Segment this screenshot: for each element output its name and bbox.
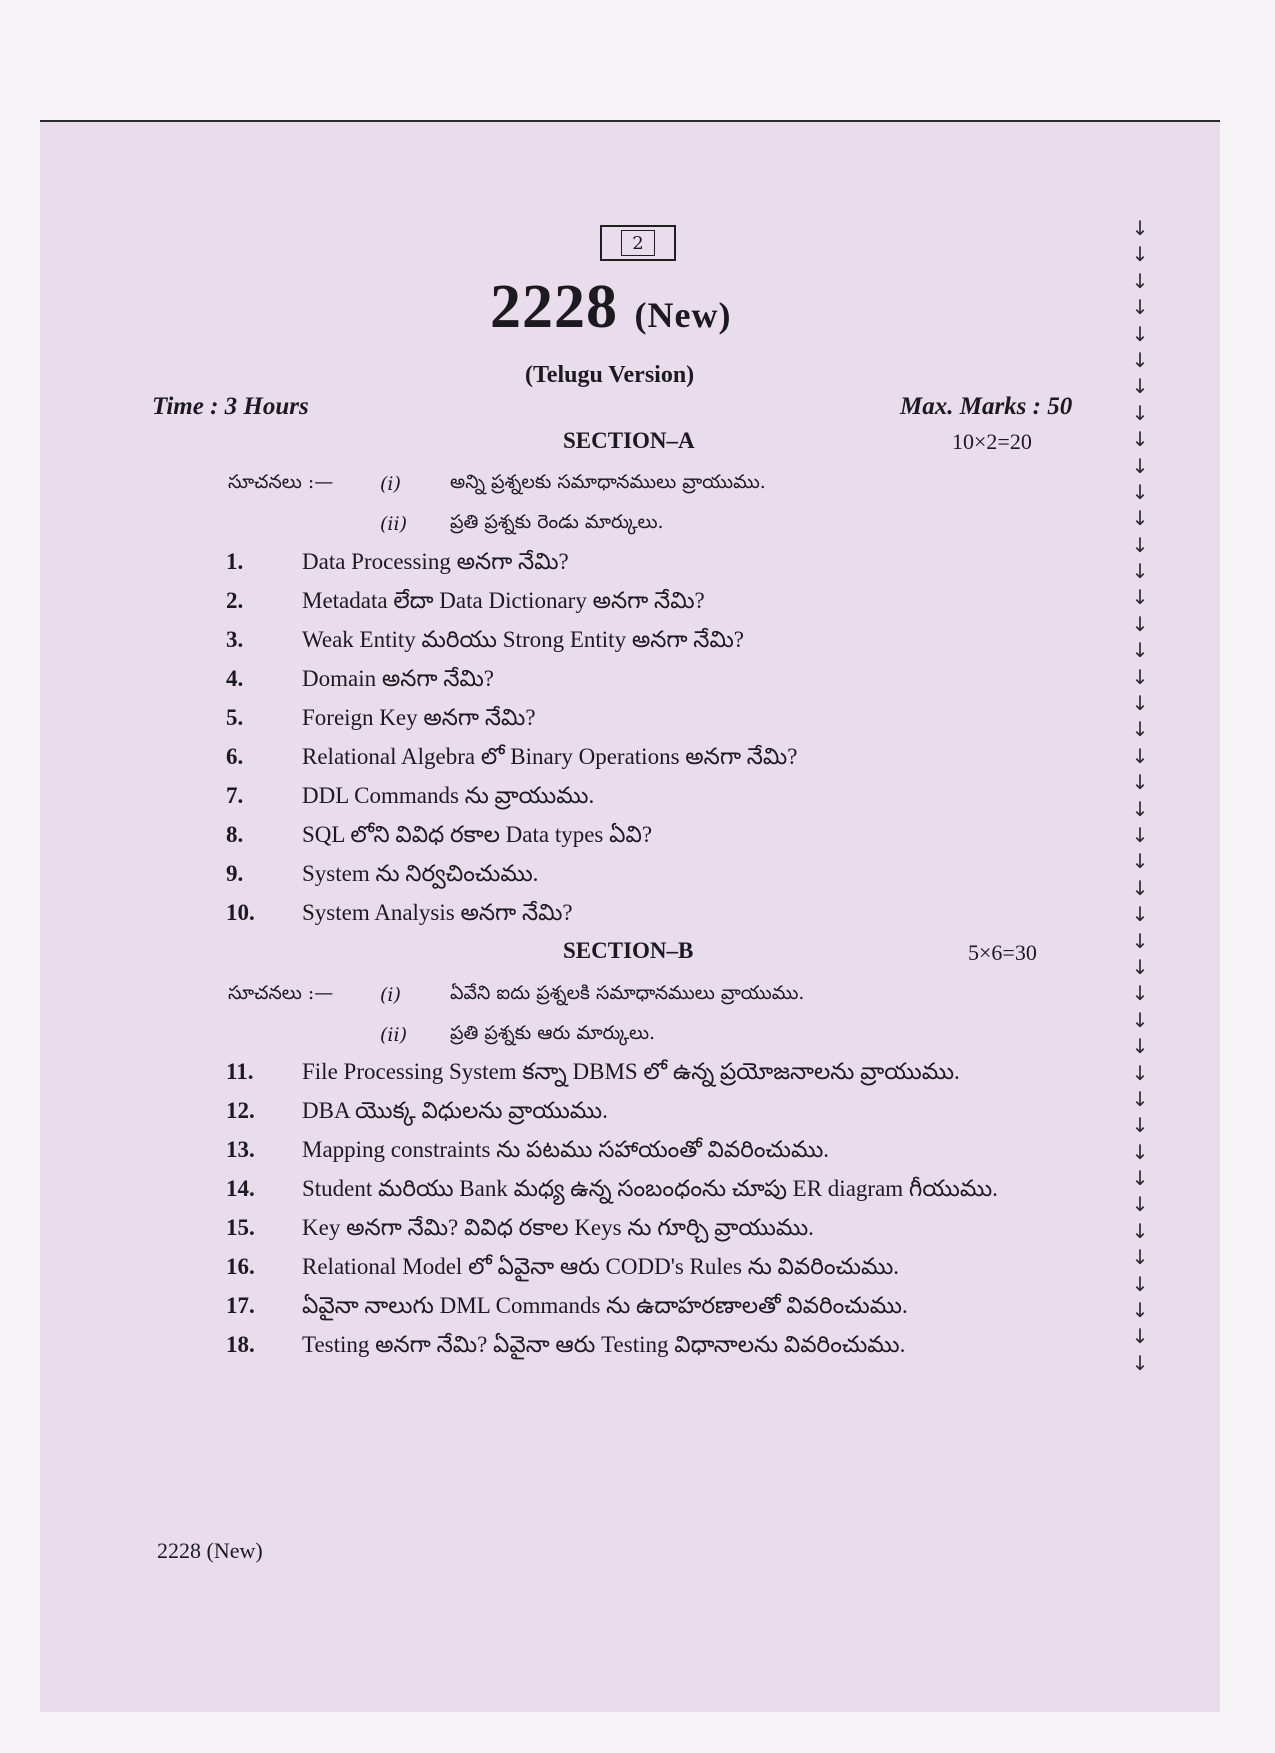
- instruction-row: [228, 504, 766, 544]
- down-arrow-icon: ↓: [1131, 1271, 1149, 1296]
- down-arrow-icon: ↓: [1131, 295, 1149, 320]
- down-arrow-icon: ↓: [1131, 1298, 1149, 1323]
- instruction-number: (ii): [380, 1024, 407, 1046]
- question-text: Domain అనగా నేమి?: [302, 666, 495, 691]
- down-arrow-icon: ↓: [1131, 532, 1149, 557]
- question-number: 15.: [226, 1215, 255, 1240]
- down-arrow-icon: ↓: [1131, 1113, 1149, 1138]
- instruction-row: [228, 464, 766, 504]
- question-number: 16.: [226, 1254, 255, 1279]
- max-marks: Max. Marks : 50: [900, 393, 1073, 420]
- instruction-row: [228, 975, 804, 1015]
- section-b-title: SECTION–B: [563, 938, 694, 963]
- instructions-label: సూచనలు :—: [228, 981, 334, 1004]
- question-item: [226, 620, 1056, 659]
- down-arrow-icon: ↓: [1131, 743, 1149, 768]
- question-text: Relational Model లో ఏవైనా ఆరు CODD's Rules ను వివరించుము.: [302, 1254, 900, 1279]
- question-item: [226, 893, 1056, 932]
- down-arrow-icon: ↓: [1131, 374, 1149, 399]
- down-arrow-icon: ↓: [1131, 849, 1149, 874]
- question-text: Mapping constraints ను పటము సహాయంతో వివరించుము.: [302, 1137, 830, 1162]
- question-number: 11.: [226, 1059, 254, 1084]
- question-number: 1.: [226, 549, 244, 574]
- down-arrow-icon: ↓: [1131, 638, 1149, 663]
- question-text: ఏవైనా నాలుగు DML Commands ను ఉదాహరణాలతో వివరించుము.: [302, 1293, 908, 1318]
- question-item: [226, 542, 1056, 581]
- question-item: [226, 776, 1056, 815]
- question-item: [226, 698, 1056, 737]
- question-item: [226, 1208, 1056, 1247]
- down-arrow-icon: ↓: [1131, 559, 1149, 584]
- question-number: 17.: [226, 1293, 255, 1318]
- question-item: [226, 659, 1056, 698]
- question-text: System ను నిర్వచించుము.: [302, 861, 539, 886]
- question-item: [226, 1325, 1056, 1364]
- down-arrow-icon: ↓: [1131, 1166, 1149, 1191]
- section-b-marks: 5×6=30: [968, 940, 1037, 965]
- instruction-number: (ii): [380, 513, 407, 535]
- down-arrow-icon: ↓: [1131, 268, 1149, 293]
- paper-code-number: 2228: [490, 273, 618, 341]
- question-text: System Analysis అనగా నేమి?: [302, 900, 573, 925]
- question-number: 5.: [226, 705, 244, 730]
- instruction-text: ప్రతి ప్రశ్నకు రెండు మార్కులు.: [450, 510, 664, 533]
- down-arrow-icon: ↓: [1131, 717, 1149, 742]
- question-number: 14.: [226, 1176, 255, 1201]
- down-arrow-icon: ↓: [1131, 427, 1149, 452]
- down-arrow-icon: ↓: [1131, 1218, 1149, 1243]
- question-text: File Processing System కన్నా DBMS లో ఉన్న ప్రయోజనాలను వ్రాయుము.: [302, 1059, 960, 1084]
- question-number: 3.: [226, 627, 244, 652]
- down-arrow-icon: ↓: [1131, 1324, 1149, 1349]
- down-arrow-icon: ↓: [1131, 1086, 1149, 1111]
- down-arrow-icon: ↓: [1131, 506, 1149, 531]
- page-number: 2: [621, 230, 655, 256]
- down-arrow-icon: ↓: [1131, 611, 1149, 636]
- down-arrow-icon: ↓: [1131, 1350, 1149, 1375]
- question-item: [226, 1052, 1056, 1091]
- question-text: Student మరియు Bank మధ్య ఉన్న సంబంధంను చూపు ER diagram గీయుము.: [302, 1176, 998, 1201]
- question-number: 9.: [226, 861, 244, 886]
- section-a-questions: [226, 542, 1056, 932]
- page-number-box: [600, 225, 676, 261]
- down-arrow-icon: ↓: [1131, 954, 1149, 979]
- question-text: SQL లోని వివిధ రకాల Data types ఏవి?: [302, 822, 653, 847]
- instructions-label: సూచనలు :—: [228, 470, 334, 493]
- time-allowed: Time : 3 Hours: [152, 393, 309, 420]
- question-number: 7.: [226, 783, 244, 808]
- question-number: 12.: [226, 1098, 255, 1123]
- instruction-text: ప్రతి ప్రశ్నకు ఆరు మార్కులు.: [450, 1021, 656, 1044]
- question-item: [226, 581, 1056, 620]
- down-arrow-icon: ↓: [1131, 691, 1149, 716]
- question-text: Foreign Key అనగా నేమి?: [302, 705, 536, 730]
- version-label: (Telugu Version): [525, 362, 695, 388]
- down-arrow-icon: ↓: [1131, 928, 1149, 953]
- question-item: [226, 1247, 1056, 1286]
- down-arrow-icon: ↓: [1131, 770, 1149, 795]
- question-text: Key అనగా నేమి? వివిధ రకాల Keys ను గూర్చి వ్రాయుము.: [302, 1215, 814, 1240]
- down-arrow-icon: ↓: [1131, 321, 1149, 346]
- question-text: Metadata లేదా Data Dictionary అనగా నేమి?: [302, 588, 705, 613]
- question-text: DBA యొక్క విధులను వ్రాయుము.: [302, 1098, 608, 1123]
- down-arrow-icon: ↓: [1131, 981, 1149, 1006]
- margin-arrow-column: [1128, 215, 1152, 1376]
- instruction-number: (i): [380, 984, 401, 1006]
- instruction-text: అన్ని ప్రశ్నలకు సమాధానములు వ్రాయుము.: [450, 470, 766, 493]
- down-arrow-icon: ↓: [1131, 822, 1149, 847]
- question-number: 13.: [226, 1137, 255, 1162]
- question-item: [226, 1130, 1056, 1169]
- down-arrow-icon: ↓: [1131, 1060, 1149, 1085]
- question-number: 6.: [226, 744, 244, 769]
- instruction-row: [228, 1015, 804, 1055]
- down-arrow-icon: ↓: [1131, 796, 1149, 821]
- section-a-title: SECTION–A: [563, 428, 695, 453]
- down-arrow-icon: ↓: [1131, 1007, 1149, 1032]
- question-item: [226, 1091, 1056, 1130]
- instruction-text: ఏవేని ఐదు ప్రశ్నలకి సమాధానములు వ్రాయుము.: [450, 981, 805, 1004]
- question-number: 4.: [226, 666, 244, 691]
- question-number: 18.: [226, 1332, 255, 1357]
- down-arrow-icon: ↓: [1131, 216, 1149, 240]
- instruction-number: (i): [380, 473, 401, 495]
- down-arrow-icon: ↓: [1131, 902, 1149, 927]
- question-text: Weak Entity మరియు Strong Entity అనగా నేమి?: [302, 627, 744, 652]
- down-arrow-icon: ↓: [1131, 1245, 1149, 1270]
- section-a-marks: 10×2=20: [952, 429, 1032, 454]
- down-arrow-icon: ↓: [1131, 1034, 1149, 1059]
- section-b-questions: [226, 1052, 1056, 1364]
- section-b-instructions: [228, 975, 804, 1055]
- section-a-instructions: [228, 464, 766, 544]
- question-item: [226, 815, 1056, 854]
- question-item: [226, 737, 1056, 776]
- down-arrow-icon: ↓: [1131, 453, 1149, 478]
- down-arrow-icon: ↓: [1131, 479, 1149, 504]
- question-text: DDL Commands ను వ్రాయుము.: [302, 783, 595, 808]
- down-arrow-icon: ↓: [1131, 347, 1149, 372]
- question-number: 2.: [226, 588, 244, 613]
- question-item: [226, 1169, 1056, 1208]
- down-arrow-icon: ↓: [1131, 1192, 1149, 1217]
- paper-code-suffix: (New): [634, 295, 732, 335]
- question-number: 8.: [226, 822, 244, 847]
- question-item: [226, 854, 1056, 893]
- question-text: Testing అనగా నేమి? ఏవైనా ఆరు Testing విధానాలను వివరించుము.: [302, 1332, 906, 1357]
- paper-code: [490, 272, 731, 343]
- down-arrow-icon: ↓: [1131, 400, 1149, 425]
- question-text: Relational Algebra లో Binary Operations అనగా నేమి?: [302, 744, 798, 769]
- down-arrow-icon: ↓: [1131, 875, 1149, 900]
- down-arrow-icon: ↓: [1131, 242, 1149, 267]
- down-arrow-icon: ↓: [1131, 1139, 1149, 1164]
- question-number: 10.: [226, 900, 255, 925]
- down-arrow-icon: ↓: [1131, 585, 1149, 610]
- footer-paper-code: 2228 (New): [157, 1538, 263, 1563]
- question-item: [226, 1286, 1056, 1325]
- down-arrow-icon: ↓: [1131, 664, 1149, 689]
- question-text: Data Processing అనగా నేమి?: [302, 549, 569, 574]
